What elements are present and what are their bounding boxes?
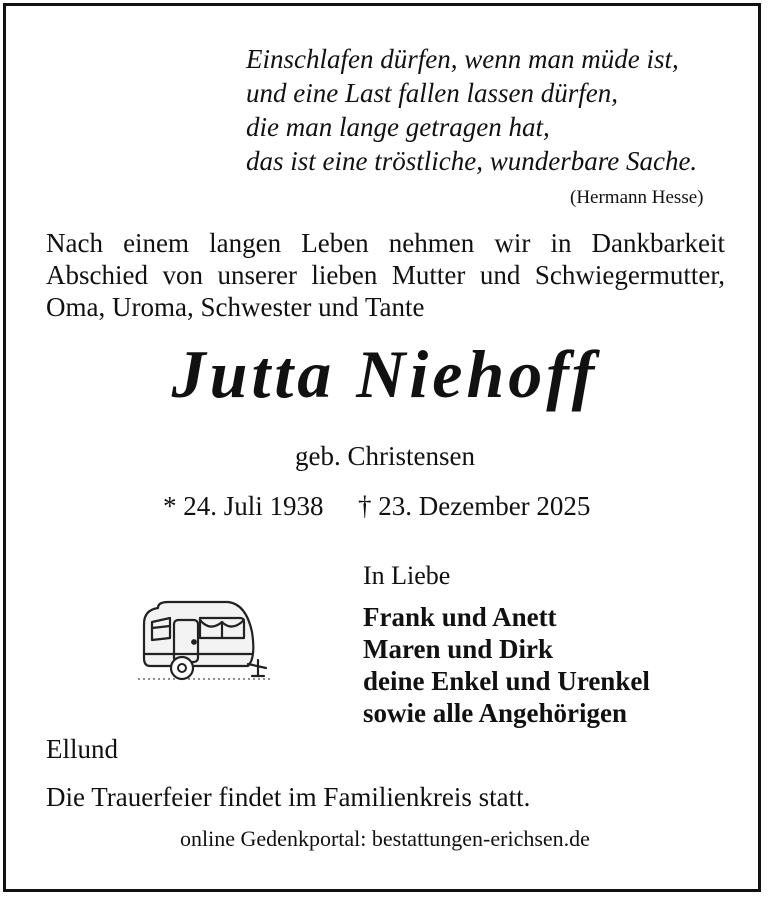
poem: [246, 42, 697, 178]
intro-line: Abschied von unserer lieben Mutter und Schwiegermutter,: [46, 260, 725, 290]
poem-line: das ist eine tröstliche, wunderbare Sache.: [246, 146, 698, 176]
poem-line: Einschlafen dürfen, wenn man müde ist,: [246, 44, 679, 74]
online-portal: online Gedenkportal: bestattungen-erichsen.de: [180, 826, 590, 851]
poem-line: die man lange getragen hat,: [246, 112, 550, 142]
caravan-icon: [138, 598, 270, 682]
mourner: Maren und Dirk: [363, 634, 554, 664]
poem-line: und eine Last fallen lassen dürfen,: [246, 78, 618, 108]
mourner: sowie alle Angehörigen: [363, 698, 627, 728]
birth-name: geb. Christensen: [295, 441, 475, 471]
intro-line: Oma, Uroma, Schwester und Tante: [46, 292, 425, 322]
funeral-notice: Die Trauerfeier findet im Familienkreis statt.: [46, 782, 531, 812]
mourner: Frank und Anett: [363, 602, 557, 632]
mourner: deine Enkel und Urenkel: [363, 666, 650, 696]
mourners-list: [363, 601, 650, 729]
poem-author: (Hermann Hesse): [570, 187, 704, 208]
place: Ellund: [46, 734, 118, 764]
intro-line: Nach einem langen Leben nehmen wir in Dankbarkeit: [46, 228, 725, 258]
death-date: † 23. Dezember 2025: [358, 491, 591, 521]
in-love: In Liebe: [363, 561, 451, 590]
birth-date: * 24. Juli 1938: [163, 491, 324, 521]
deceased-name: Jutta Niehoff: [171, 336, 599, 412]
